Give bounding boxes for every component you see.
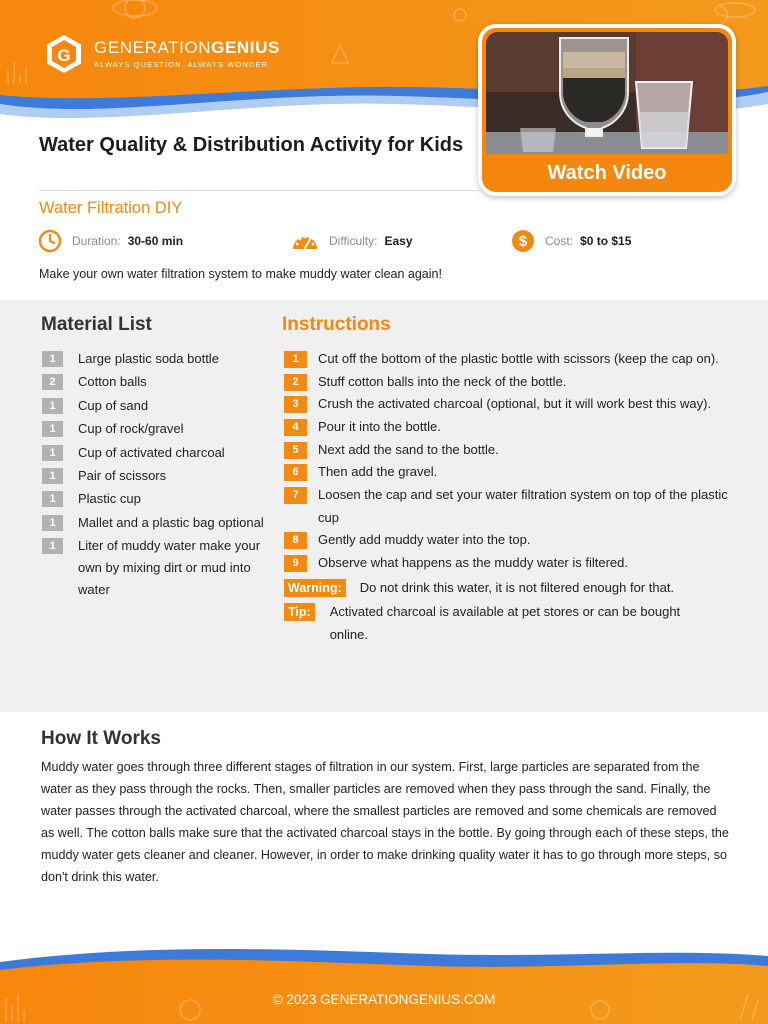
step-number-badge: 4	[284, 419, 307, 436]
material-list-title: Material List	[41, 314, 152, 335]
instruction-step	[284, 371, 734, 394]
material-text: Mallet and a plastic bag optional	[78, 514, 264, 530]
brand-tagline: ALWAYS QUESTION. ALWAYS WONDER.	[94, 60, 272, 69]
material-text: Cup of rock/gravel	[78, 421, 184, 437]
quantity-badge: 1	[42, 491, 63, 507]
video-thumbnail[interactable]	[486, 32, 728, 154]
instruction-step	[284, 529, 734, 552]
generation-genius-logo[interactable]	[44, 34, 280, 74]
footer-banner	[0, 940, 768, 1024]
instruction-step	[284, 552, 734, 575]
step-text: Loosen the cap and set your water filtration system on top of the plastic cup	[318, 487, 728, 525]
list-item	[42, 465, 282, 487]
instruction-list	[284, 348, 734, 646]
instructions-title: Instructions	[282, 314, 391, 335]
logo-g-icon	[44, 34, 84, 74]
step-text: Pour it into the bottle.	[318, 419, 441, 435]
cost-meta	[511, 229, 631, 253]
step-number-badge: 7	[284, 487, 307, 504]
clock-icon	[38, 229, 62, 253]
how-it-works-body: Muddy water goes through three different stages of filtration in our system. First, large particles are separated from the water as they pass through the rocks. Then, smaller particles are removed when they pass through the sand. Finally, the water passes through the activated charcoal, where the smallest particles are removed and some chemicals are removed as well. The cotton balls make sure that the activated charcoal stays in the bottle. By going through each of these steps, the muddy water gets cleaner and cleaner. However, in order to make drinking quality water it has to go through more steps, so don't drink this water.	[41, 760, 729, 884]
duration-meta	[38, 229, 183, 253]
brand-name-light: GENERATION	[94, 38, 212, 57]
step-number-badge: 8	[284, 532, 307, 549]
quantity-badge: 1	[42, 538, 63, 554]
dollar-icon	[511, 229, 535, 253]
step-text: Gently add muddy water into the top.	[318, 532, 531, 548]
quantity-badge: 1	[42, 515, 63, 531]
watch-video-label[interactable]: Watch Video	[547, 162, 667, 184]
footer-wave-background	[0, 940, 768, 1024]
material-text: Pair of scissors	[78, 467, 167, 483]
quantity-badge: 1	[42, 445, 63, 461]
instruction-step	[284, 439, 734, 462]
gauge-icon	[291, 229, 319, 253]
page-subtitle: Water Filtration DIY	[39, 199, 183, 217]
quantity-badge: 2	[42, 374, 63, 390]
step-number-badge: 2	[284, 374, 307, 391]
material-text: Large plastic soda bottle	[78, 351, 219, 366]
warning-text: Do not drink this water, it is not filtered enough for that.	[359, 579, 675, 595]
difficulty-value: Easy	[384, 234, 413, 248]
cost-label: Cost:	[545, 234, 574, 248]
instruction-step	[284, 416, 734, 439]
footer-copyright[interactable]: © 2023 GENERATIONGENIUS.COM	[272, 992, 496, 1007]
page-description: Make your own water filtration system to make muddy water clean again!	[39, 267, 442, 281]
how-it-works-title: How It Works	[41, 728, 161, 749]
step-text: Then add the gravel.	[318, 464, 438, 480]
instruction-step	[284, 484, 734, 529]
tip-note	[284, 601, 734, 646]
list-item	[42, 488, 282, 510]
list-item	[42, 512, 282, 534]
step-text: Crush the activated charcoal (optional, but it will work best this way).	[318, 396, 712, 412]
list-item	[42, 442, 282, 464]
material-text: Cup of sand	[78, 397, 149, 413]
water-filter-illustration	[486, 32, 728, 154]
quantity-badge: 1	[42, 351, 63, 367]
warning-note	[284, 577, 734, 600]
instruction-step	[284, 461, 734, 484]
page-title: Water Quality & Distribution Activity for Kids	[39, 134, 464, 156]
material-text: Plastic cup	[78, 491, 141, 507]
step-number-badge: 5	[284, 442, 307, 459]
title-divider	[39, 190, 482, 191]
step-text: Observe what happens as the muddy water is filtered.	[318, 555, 628, 570]
instruction-step	[284, 393, 734, 416]
tip-tag: Tip:	[284, 603, 315, 621]
step-number-badge: 3	[284, 396, 307, 413]
material-list	[42, 348, 282, 603]
list-item	[42, 535, 282, 601]
difficulty-label: Difficulty:	[329, 234, 378, 248]
logo-letter: G	[57, 46, 71, 65]
brand-name-bold: GENIUS	[211, 38, 280, 57]
list-item	[42, 418, 282, 440]
step-text: Cut off the bottom of the plastic bottle with scissors (keep the cap on).	[318, 351, 719, 366]
step-number-badge: 1	[284, 351, 307, 368]
tip-text: Activated charcoal is available at pet stores or can be bought online.	[329, 604, 681, 642]
cost-value: $0 to $15	[580, 234, 632, 248]
material-text: Cup of activated charcoal	[78, 444, 225, 460]
list-item	[42, 395, 282, 417]
step-text: Stuff cotton balls into the neck of the bottle.	[318, 373, 567, 389]
quantity-badge: 1	[42, 398, 63, 414]
difficulty-meta	[291, 229, 413, 253]
instruction-step	[284, 348, 734, 371]
step-number-badge: 9	[284, 555, 307, 572]
material-text: Liter of muddy water make your own by mixing dirt or mud into water	[78, 538, 261, 598]
quantity-badge: 1	[42, 421, 63, 437]
watch-video-card[interactable]	[478, 24, 736, 196]
duration-label: Duration:	[72, 234, 121, 248]
warning-tag: Warning:	[284, 579, 346, 597]
list-item	[42, 371, 282, 393]
list-item	[42, 348, 282, 370]
step-number-badge: 6	[284, 464, 307, 481]
duration-value: 30-60 min	[127, 234, 184, 248]
quantity-badge: 1	[42, 468, 63, 484]
brand-name	[94, 39, 280, 57]
step-text: Next add the sand to the bottle.	[318, 441, 499, 457]
material-text: Cotton balls	[78, 374, 147, 390]
svg-text:$: $	[518, 233, 528, 250]
